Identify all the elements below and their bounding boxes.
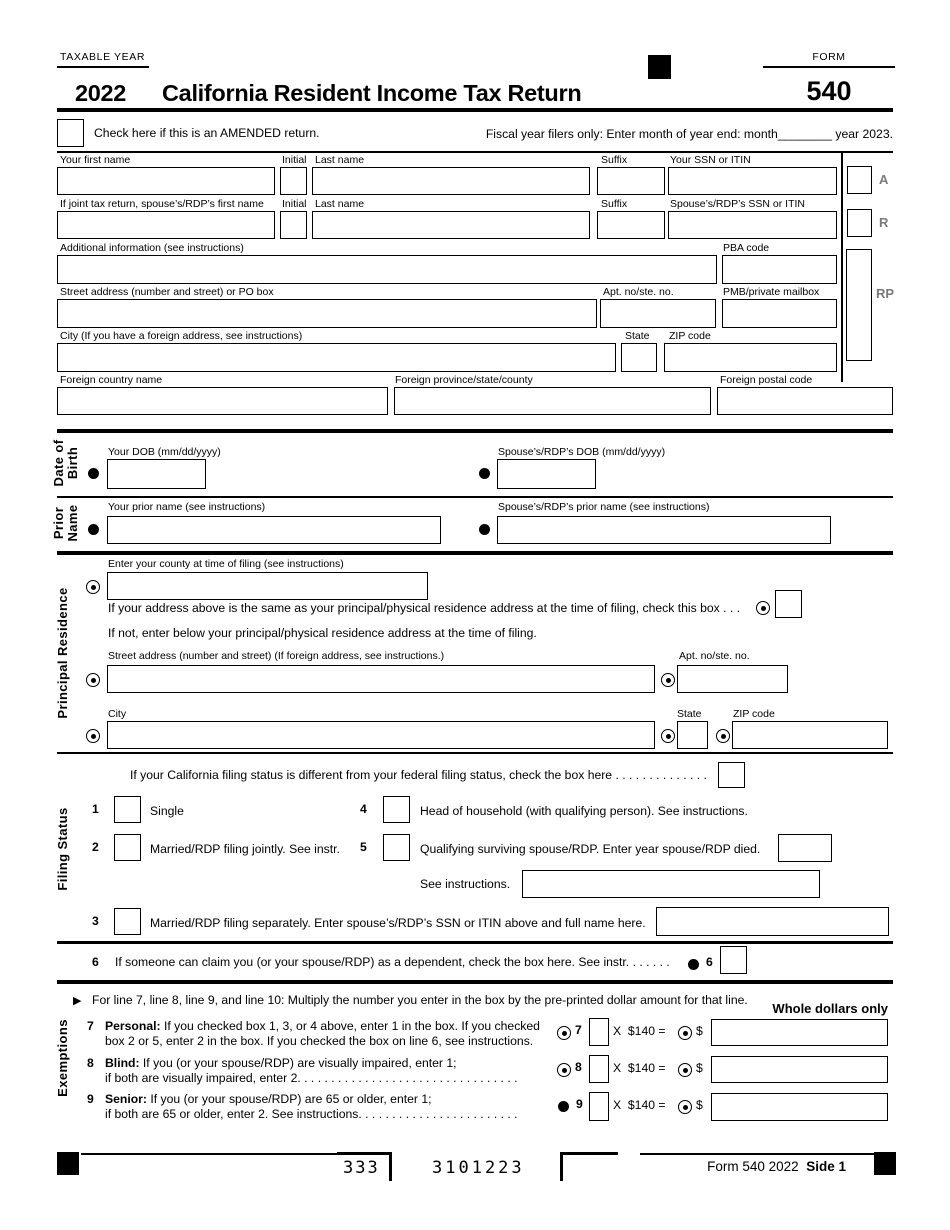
footer-form-text: Form 540 2022 xyxy=(707,1159,799,1174)
ssn-field[interactable] xyxy=(668,167,837,195)
prior-residence-rule xyxy=(57,551,893,555)
foreign-postal-field[interactable] xyxy=(717,387,893,415)
filing-2-label: Married/RDP filing jointly. See instr. xyxy=(150,842,340,856)
form-underline xyxy=(763,66,895,68)
line8-number: 8 xyxy=(87,1056,94,1070)
line9-text-2: if both are 65 or older, enter 2. See instructions. . . . . . . . . . . . . . . . . . . . . . . . xyxy=(105,1107,518,1121)
pba-code-label: PBA code xyxy=(723,242,770,254)
zip-field[interactable] xyxy=(664,343,837,372)
footer-scanline: 3101223 xyxy=(432,1158,525,1178)
filing-4-number: 4 xyxy=(360,802,367,816)
line7-amount-radio-dot xyxy=(683,1031,688,1036)
line8-radio-bullet xyxy=(557,1063,571,1077)
exemptions-section-label: Exemptions xyxy=(55,1019,70,1097)
filing-5-see-instructions-field[interactable] xyxy=(522,870,820,898)
apt-field[interactable] xyxy=(600,299,716,328)
pr-zip-label: ZIP code xyxy=(733,708,775,720)
prior-label-line1: Prior xyxy=(51,506,66,540)
pr-state-label: State xyxy=(677,708,702,720)
line8-radio-dot xyxy=(562,1068,567,1073)
line8-text-2: if both are visually impaired, enter 2. . . . . . . . . . . . . . . . . . . . . . . . . . . . . . . . . xyxy=(105,1071,518,1085)
suffix-field[interactable] xyxy=(597,167,665,195)
line8-dollar-sign: $ xyxy=(696,1061,703,1075)
line7-radio-dot xyxy=(562,1031,567,1036)
footer-line-right xyxy=(640,1153,874,1155)
line7-number: 7 xyxy=(87,1019,94,1033)
dob-label-line2: Birth xyxy=(65,446,81,480)
line9-number: 9 xyxy=(87,1092,94,1106)
your-prior-name-field[interactable] xyxy=(107,516,441,544)
dob-prior-rule xyxy=(57,496,893,498)
footer-line-left xyxy=(81,1153,337,1155)
line8-text-rest: If you (or your spouse/RDP) are visually impaired, enter 1; xyxy=(142,1056,457,1070)
line6-text: If someone can claim you (or your spouse/RDP) as a dependent, check the box here. See instr. . . . . . . xyxy=(115,955,670,969)
filing-5-see-instructions-label: See instructions. xyxy=(420,877,511,891)
exemptions-rule xyxy=(57,980,893,984)
pr-city-radio-bullet xyxy=(86,729,100,743)
same-address-radio-bullet xyxy=(756,601,770,615)
registration-mark-top xyxy=(648,55,671,79)
spouse-dob-field[interactable] xyxy=(497,459,596,489)
line9-multiplier: X $140 = xyxy=(613,1098,666,1112)
dob-section-label xyxy=(52,431,80,495)
apt-label: Apt. no/ste. no. xyxy=(603,286,674,298)
registration-square-right xyxy=(874,1152,896,1175)
registration-square-left xyxy=(57,1152,79,1175)
line9-dollar-sign: $ xyxy=(696,1098,703,1112)
spouse-first-name-field[interactable] xyxy=(57,211,275,239)
footer-form-id xyxy=(640,1159,846,1174)
line7-dollar-sign: $ xyxy=(696,1024,703,1038)
sidebar-divider xyxy=(841,151,843,382)
prior-label-line2: Name xyxy=(65,504,81,542)
pr-street-label: Street address (number and street) (If foreign address, see instructions.) xyxy=(108,650,445,662)
first-name-field[interactable] xyxy=(57,167,275,195)
your-dob-bullet xyxy=(88,468,99,479)
pr-street-field[interactable] xyxy=(107,665,655,693)
line6-bullet xyxy=(688,959,699,970)
filing-3-name-field[interactable] xyxy=(656,907,889,936)
suffix-label: Suffix xyxy=(601,154,628,166)
pr-apt-radio-bullet xyxy=(661,673,675,687)
line7-text-1 xyxy=(105,1019,540,1034)
pr-state-field[interactable] xyxy=(677,721,708,749)
corner-mark-left xyxy=(560,1152,563,1181)
spouse-ssn-field[interactable] xyxy=(668,211,837,239)
your-dob-label: Your DOB (mm/dd/yyyy) xyxy=(108,446,221,458)
spouse-ssn-label: Spouse’s/RDP’s SSN or ITIN xyxy=(670,198,805,210)
foreign-postal-label: Foreign postal code xyxy=(720,374,813,386)
filing-status-section-label: Filing Status xyxy=(55,807,70,891)
street-field[interactable] xyxy=(57,299,597,328)
line9-amount-radio-dot xyxy=(683,1105,688,1110)
spouse-prior-name-label: Spouse’s/RDP’s prior name (see instructions) xyxy=(498,501,710,513)
same-address-checkbox[interactable] xyxy=(775,590,802,618)
line8-count-field[interactable] xyxy=(589,1055,609,1083)
spouse-initial-field[interactable] xyxy=(280,211,307,239)
amended-label: Check here if this is an AMENDED return. xyxy=(94,126,320,140)
foreign-country-label: Foreign country name xyxy=(60,374,163,386)
code-mark-top xyxy=(337,1152,392,1155)
last-name-field[interactable] xyxy=(312,167,590,195)
spouse-initial-label: Initial xyxy=(282,198,307,210)
city-field[interactable] xyxy=(57,343,616,372)
whole-dollars-label: Whole dollars only xyxy=(772,1001,888,1016)
additional-info-field[interactable] xyxy=(57,255,717,284)
pr-city-label: City xyxy=(108,708,127,720)
spouse-prior-name-bullet xyxy=(479,524,490,535)
pr-zip-field[interactable] xyxy=(732,721,888,749)
county-label: Enter your county at time of filing (see instructions) xyxy=(108,558,344,570)
line6-tag: 6 xyxy=(706,955,713,969)
line7-amount-radio-bullet xyxy=(678,1026,692,1040)
taxable-year-underline xyxy=(57,66,149,68)
line9-amount-radio-bullet xyxy=(678,1100,692,1114)
pr-zip-radio-dot xyxy=(721,734,726,739)
line7-bold-lead: Personal: xyxy=(105,1019,161,1033)
dob-label-line1: Date of xyxy=(51,439,66,487)
line8-amount-radio-bullet xyxy=(678,1063,692,1077)
your-dob-field[interactable] xyxy=(107,459,206,489)
line8-text-1 xyxy=(105,1056,457,1071)
last-name-label: Last name xyxy=(315,154,365,166)
line8-amount-radio-dot xyxy=(683,1068,688,1073)
prior-name-section-label xyxy=(52,496,80,550)
filing-line6-rule xyxy=(57,941,893,944)
page-title: California Resident Income Tax Return xyxy=(162,80,582,106)
amended-checkbox[interactable] xyxy=(57,119,84,147)
zip-label: ZIP code xyxy=(669,330,711,342)
corner-mark-top xyxy=(560,1152,618,1155)
county-field[interactable] xyxy=(107,572,428,600)
line7-tag: 7 xyxy=(575,1023,582,1037)
residence-filing-rule xyxy=(57,752,893,754)
line9-tag: 9 xyxy=(576,1097,583,1111)
pr-apt-field[interactable] xyxy=(677,665,788,693)
pr-apt-label: Apt. no/ste. no. xyxy=(679,650,750,662)
initial-field[interactable] xyxy=(280,167,307,195)
filing-5-number: 5 xyxy=(360,840,367,854)
fiscal-year-label: Fiscal year filers only: Enter month of year end: month________ year 2023. xyxy=(485,127,893,141)
spouse-suffix-label: Suffix xyxy=(601,198,628,210)
pointer-arrow-icon: ▶ xyxy=(73,995,82,1007)
section-rule-dob xyxy=(57,429,893,433)
line7-count-field[interactable] xyxy=(589,1018,609,1046)
title-rule xyxy=(57,108,893,112)
if-not-text: If not, enter below your principal/physical residence address at the time of filing. xyxy=(108,626,537,640)
line7-radio-bullet xyxy=(557,1026,571,1040)
pmb-field[interactable] xyxy=(722,299,837,328)
filing-3-label: Married/RDP filing separately. Enter spouse’s/RDP’s SSN or ITIN above and full name here. xyxy=(150,916,646,930)
same-address-text: If your address above is the same as your principal/physical residence address at the time of filing, check this box . . . xyxy=(108,601,741,615)
filing-4-checkbox[interactable] xyxy=(383,796,410,823)
filing-3-number: 3 xyxy=(92,914,99,928)
city-label: City (If you have a foreign address, see instructions) xyxy=(60,330,303,342)
line8-bold-lead: Blind: xyxy=(105,1056,140,1070)
filing-4-label: Head of household (with qualifying person). See instructions. xyxy=(420,804,748,818)
line6-number: 6 xyxy=(92,955,99,969)
line7-amount-field[interactable] xyxy=(711,1019,888,1046)
same-address-radio-dot xyxy=(761,606,766,611)
spouse-last-name-label: Last name xyxy=(315,198,365,210)
spouse-first-name-label: If joint tax return, spouse’s/RDP’s first name xyxy=(60,198,264,210)
sidebar-letters-rp: RP xyxy=(876,286,895,301)
pr-state-radio-dot xyxy=(666,734,671,739)
spouse-dob-bullet xyxy=(479,468,490,479)
filing-1-checkbox[interactable] xyxy=(114,796,141,823)
filing-3-checkbox[interactable] xyxy=(114,908,141,935)
pr-street-radio-dot xyxy=(91,678,96,683)
line8-tag: 8 xyxy=(575,1060,582,1074)
county-radio-dot xyxy=(91,585,96,590)
filing-5-label: Qualifying surviving spouse/RDP. Enter year spouse/RDP died. xyxy=(420,842,761,856)
line7-multiplier: X $140 = xyxy=(613,1024,666,1038)
filing-1-number: 1 xyxy=(92,802,99,816)
line8-amount-field[interactable] xyxy=(711,1056,888,1083)
filing-5-checkbox[interactable] xyxy=(383,834,410,861)
pba-code-field[interactable] xyxy=(722,255,837,284)
filing-2-number: 2 xyxy=(92,840,99,854)
different-status-checkbox[interactable] xyxy=(718,762,745,788)
line9-amount-field[interactable] xyxy=(711,1093,888,1121)
foreign-province-label: Foreign province/state/county xyxy=(395,374,533,386)
sidebar-box-a[interactable] xyxy=(847,166,872,194)
line9-bullet xyxy=(558,1101,569,1112)
county-radio-bullet xyxy=(86,580,100,594)
pr-city-field[interactable] xyxy=(107,721,655,749)
line9-text-1 xyxy=(105,1092,432,1107)
code-mark-right xyxy=(389,1152,392,1181)
line9-count-field[interactable] xyxy=(589,1092,609,1121)
pmb-label: PMB/private mailbox xyxy=(723,286,820,298)
sidebar-box-r[interactable] xyxy=(847,209,872,237)
foreign-country-field[interactable] xyxy=(57,387,388,415)
taxable-year-value: 2022 xyxy=(75,80,127,106)
state-field[interactable] xyxy=(621,343,657,372)
filing-5-year-died-field[interactable] xyxy=(778,834,832,862)
line9-text-rest: If you (or your spouse/RDP) are 65 or older, enter 1; xyxy=(150,1092,432,1106)
different-status-text: If your California filing status is different from your federal filing status, check the box here . . . . . . . . . . . . . . xyxy=(130,768,707,782)
form-number: 540 xyxy=(806,76,852,106)
spouse-last-name-field[interactable] xyxy=(312,211,590,239)
initial-label: Initial xyxy=(282,154,307,166)
pr-zip-radio-bullet xyxy=(716,729,730,743)
your-prior-name-bullet xyxy=(88,524,99,535)
pr-city-radio-dot xyxy=(91,734,96,739)
pr-street-radio-bullet xyxy=(86,673,100,687)
filing-2-checkbox[interactable] xyxy=(114,834,141,861)
line8-multiplier: X $140 = xyxy=(613,1061,666,1075)
exemptions-intro: For line 7, line 8, line 9, and line 10: Multiply the number you enter in the box by the pre-printed dollar amount for that line. xyxy=(92,993,748,1007)
ssn-label: Your SSN or ITIN xyxy=(670,154,751,166)
taxable-year-label: TAXABLE YEAR xyxy=(60,51,146,63)
header-rule xyxy=(57,151,893,153)
spouse-dob-label: Spouse’s/RDP’s DOB (mm/dd/yyyy) xyxy=(498,446,666,458)
your-prior-name-label: Your prior name (see instructions) xyxy=(108,501,266,513)
footer-side-text: Side 1 xyxy=(806,1159,846,1174)
foreign-province-field[interactable] xyxy=(394,387,711,415)
line6-checkbox[interactable] xyxy=(720,946,747,974)
pr-state-radio-bullet xyxy=(661,729,675,743)
line9-bold-lead: Senior: xyxy=(105,1092,147,1106)
principal-residence-section-label: Principal Residence xyxy=(55,587,70,719)
additional-info-label: Additional information (see instructions) xyxy=(60,242,244,254)
footer-code: 333 xyxy=(343,1158,380,1178)
sidebar-box-rp[interactable] xyxy=(846,249,872,361)
street-label: Street address (number and street) or PO box xyxy=(60,286,274,298)
spouse-suffix-field[interactable] xyxy=(597,211,665,239)
line7-text-rest: If you checked box 1, 3, or 4 above, enter 1 in the box. If you checked xyxy=(163,1019,540,1033)
sidebar-letter-r: R xyxy=(879,215,889,230)
state-label: State xyxy=(625,330,650,342)
pr-apt-radio-dot xyxy=(666,678,671,683)
spouse-prior-name-field[interactable] xyxy=(497,516,831,544)
sidebar-letter-a: A xyxy=(879,172,889,187)
filing-1-label: Single xyxy=(150,804,184,818)
line7-text-2: box 2 or 5, enter 2 in the box. If you checked the box on line 6, see instructions. xyxy=(105,1034,534,1048)
form-label: FORM xyxy=(812,51,846,63)
first-name-label: Your first name xyxy=(60,154,131,166)
